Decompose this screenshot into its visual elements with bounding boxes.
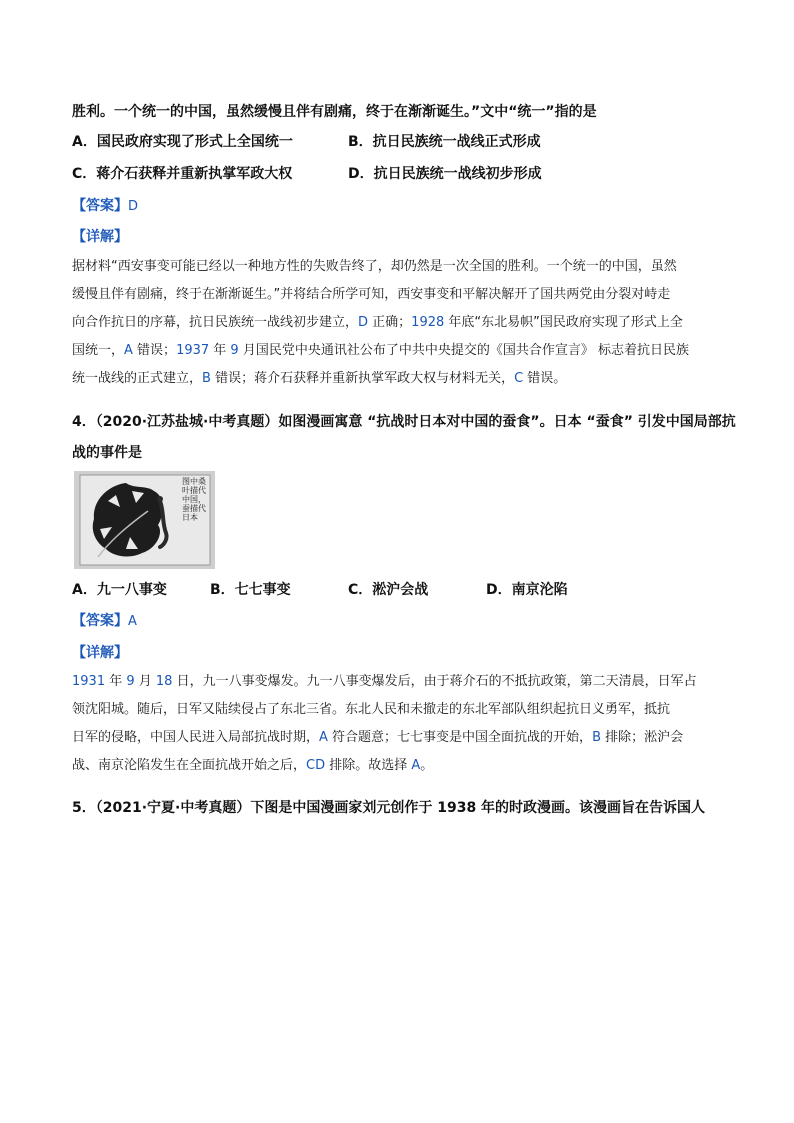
inline-number: C <box>514 371 524 386</box>
inline-number: CD <box>306 758 326 773</box>
inline-text: 国统一， <box>72 343 125 358</box>
option-letter: A． <box>72 134 97 150</box>
question-4-stem-line2: 战的事件是 <box>72 445 142 461</box>
inline-number: B <box>202 371 211 386</box>
option-letter: B． <box>210 582 235 598</box>
inline-text: 年 <box>209 343 231 358</box>
q4-option-d <box>486 579 568 599</box>
detail-line <box>72 337 689 365</box>
option-b <box>348 131 541 151</box>
inline-number: D <box>358 315 369 330</box>
inline-text: 日军的侵略，中国人民进入局部抗战时期， <box>72 730 320 745</box>
detail-line <box>72 281 689 309</box>
inline-text: 错误；蒋介石获释并重新执掌军政大权与材料无关， <box>210 371 515 386</box>
inline-number: A <box>319 730 328 745</box>
inline-text: 错误。 <box>523 371 567 386</box>
inline-text: 符合题意；七七事变是中国全面抗战的开始， <box>327 730 593 745</box>
answer-value: D <box>128 199 139 214</box>
q4-detail-paragraph <box>72 668 697 780</box>
q4-detail-tag: 【详解】 <box>72 645 128 661</box>
option-d <box>348 163 542 183</box>
q4-option-a <box>72 579 167 599</box>
inline-number: B <box>592 730 601 745</box>
option-letter: D． <box>486 582 512 598</box>
inline-text: 缓慢且伴有剧痛，终于在渐渐诞生。”并将结合所学可知，西安事变和平解决解开了国共两党由分裂对峙走 <box>72 287 671 302</box>
inline-text: 据材料“西安事变可能已经以一种地方性的失败告终了，却仍然是一次全国的胜利。一个统一的中国，虽然 <box>72 259 677 274</box>
option-text: 淞沪会战 <box>372 582 429 598</box>
q4-option-b <box>210 579 291 599</box>
option-letter: C． <box>348 582 373 598</box>
detail-line <box>72 365 689 393</box>
inline-text: 战、南京沦陷发生在全面抗战开始之后， <box>72 758 307 773</box>
detail-paragraph <box>72 253 689 393</box>
q4-answer-row <box>72 610 137 630</box>
inline-text: 向合作抗日的序幕，抗日民族统一战线初步建立， <box>72 315 359 330</box>
q4-option-c <box>348 579 428 599</box>
inline-number: 9 <box>126 674 135 689</box>
option-text: 抗日民族统一战线正式形成 <box>372 134 541 150</box>
option-c <box>72 163 292 183</box>
question-stem-tail: 胜利。一个统一的中国，虽然缓慢且伴有剧痛，终于在渐渐诞生。”文中“统一”指的是 <box>72 104 597 120</box>
answer-row <box>72 195 138 215</box>
inline-text: 日，九一八事变爆发。九一八事变爆发后，由于蒋介石的不抵抗政策，第二天清晨，日军占 <box>172 674 697 689</box>
inline-text: 。 <box>420 758 434 773</box>
detail-line <box>72 253 689 281</box>
inline-number: 9 <box>230 343 239 358</box>
detail-line <box>72 752 697 780</box>
answer-tag: 【答案】 <box>72 198 128 214</box>
detail-tag: 【详解】 <box>72 229 128 245</box>
inline-text: 排除；淞沪会 <box>600 730 684 745</box>
inline-number: 1931 <box>72 674 106 689</box>
inline-text: 月国民党中央通讯社公布了中共中央提交的《国共合作宣言》 标志着抗日民族 <box>238 343 689 358</box>
silkworm-leaf-cartoon <box>74 471 215 569</box>
inline-text: 错误； <box>132 343 177 358</box>
detail-line <box>72 724 697 752</box>
inline-text: 正确； <box>368 315 412 330</box>
answer-value: A <box>128 614 137 629</box>
answer-tag: 【答案】 <box>72 613 128 629</box>
option-letter: C． <box>72 166 97 182</box>
option-letter: A． <box>72 582 97 598</box>
option-text: 九一八事变 <box>96 582 167 598</box>
inline-text: 年 <box>105 674 127 689</box>
inline-number: 1928 <box>411 315 445 330</box>
question-4-stem-line1: 4．（2020·江苏盐城·中考真题）如图漫画寓意 “抗战时日本对中国的蚕食”。日本 “蚕食” 引发中国局部抗 <box>72 414 736 430</box>
inline-text: 领沈阳城。随后，日军又陆续侵占了东北三省。东北人民和未撤走的东北军部队组织起抗日义勇军，抵抗 <box>72 702 671 717</box>
inline-text: 年底“东北易帜”国民政府实现了形式上全 <box>444 315 683 330</box>
inline-text: 统一战线的正式建立， <box>72 371 203 386</box>
option-text: 蒋介石获释并重新执掌军政大权 <box>96 166 293 182</box>
option-text: 南京沦陷 <box>511 582 568 598</box>
cartoon-caption: 图中桑叶描代中国，蚕描代日本 <box>182 477 206 522</box>
option-letter: D． <box>348 166 374 182</box>
detail-line <box>72 309 689 337</box>
detail-line <box>72 668 697 696</box>
option-text: 抗日民族统一战线初步形成 <box>373 166 542 182</box>
option-text: 七七事变 <box>234 582 291 598</box>
option-a <box>72 131 293 151</box>
inline-text: 月 <box>134 674 156 689</box>
inline-text: 排除。故选择 <box>325 758 412 773</box>
detail-line <box>72 696 697 724</box>
inline-number: A <box>124 343 133 358</box>
inline-number: 1937 <box>176 343 210 358</box>
option-text: 国民政府实现了形式上全国统一 <box>96 134 293 150</box>
question-5-stem: 5．（2021·宁夏·中考真题）下图是中国漫画家刘元创作于 1938 年的时政漫画。该漫画旨在告诉国人 <box>72 800 706 816</box>
inline-number: 18 <box>155 674 173 689</box>
inline-number: A <box>411 758 421 773</box>
option-letter: B． <box>348 134 373 150</box>
